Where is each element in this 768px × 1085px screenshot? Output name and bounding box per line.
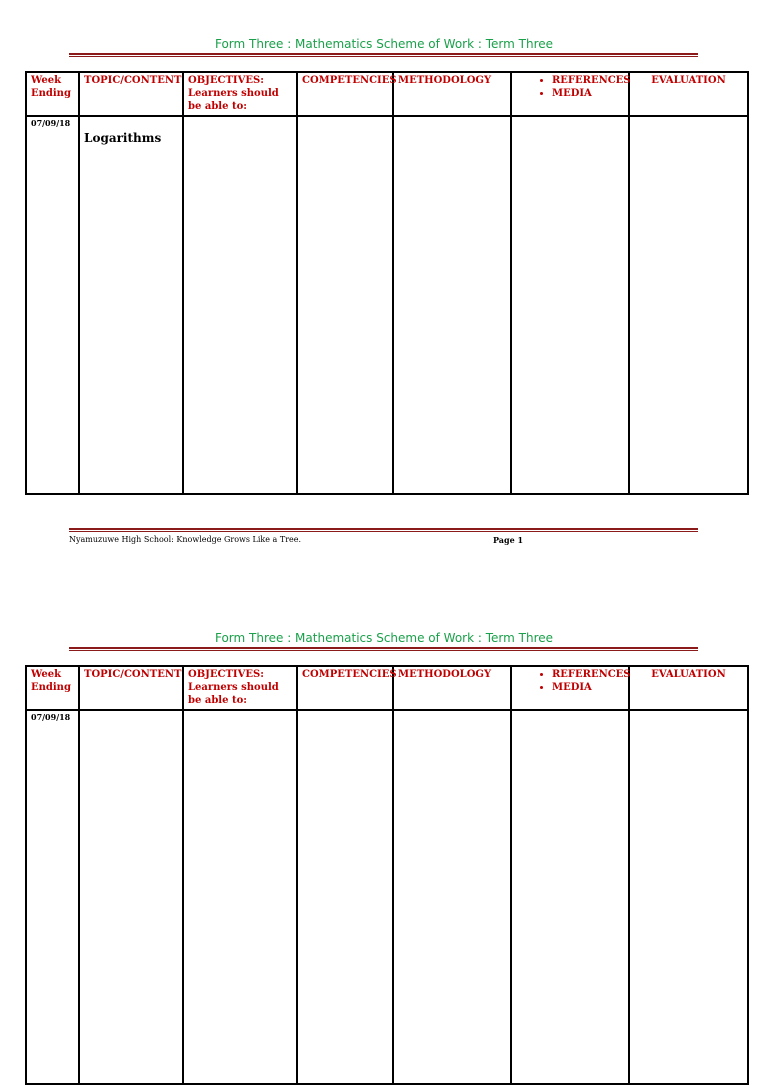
week-ending-cell: 07/09/18 — [26, 116, 79, 494]
title-rule — [69, 647, 698, 651]
header-competencies: COMPETENCIES — [297, 666, 393, 710]
scheme-table — [25, 71, 749, 495]
evaluation-cell — [629, 116, 748, 494]
methodology-cell — [393, 116, 511, 494]
references-cell — [511, 116, 629, 494]
header-references-media — [511, 72, 629, 116]
table-row — [26, 710, 748, 1084]
header-objectives: OBJECTIVES: Learners should be able to: — [183, 666, 297, 710]
header-media: • MEDIA — [552, 87, 624, 100]
header-objectives: OBJECTIVES: Learners should be able to: — [183, 72, 297, 116]
page-footer — [69, 535, 698, 544]
header-methodology: METHODOLOGY — [393, 666, 511, 710]
footer-text: Nyamuzuwe High School: Knowledge Grows Like a Tree. — [69, 535, 302, 544]
header-topic: TOPIC/CONTENT — [79, 72, 183, 116]
topic-cell — [79, 710, 183, 1084]
topic-text: Logarithms — [84, 131, 162, 145]
competencies-cell — [297, 116, 393, 494]
header-row — [26, 72, 748, 116]
header-week-ending: Week Ending — [26, 666, 79, 710]
header-methodology: METHODOLOGY — [393, 72, 511, 116]
table-row — [26, 116, 748, 494]
header-topic: TOPIC/CONTENT — [79, 666, 183, 710]
week-ending-cell: 07/09/18 — [26, 710, 79, 1084]
header-evaluation: EVALUATION — [629, 666, 748, 710]
topic-cell — [79, 116, 183, 494]
references-cell — [511, 710, 629, 1084]
page-title: Form Three : Mathematics Scheme of Work : Term Three — [214, 37, 554, 51]
header-week-ending: Week Ending — [26, 72, 79, 116]
title-rule — [69, 53, 698, 57]
header-references: • REFERENCES — [552, 74, 624, 87]
header-evaluation: EVALUATION — [629, 72, 748, 116]
objectives-cell — [183, 116, 297, 494]
page-title: Form Three : Mathematics Scheme of Work : Term Three — [214, 631, 554, 645]
scheme-table — [25, 665, 749, 1085]
header-competencies: COMPETENCIES — [297, 72, 393, 116]
header-references: • REFERENCES — [552, 668, 624, 681]
competencies-cell — [297, 710, 393, 1084]
header-references-media — [511, 666, 629, 710]
header-media: • MEDIA — [552, 681, 624, 694]
header-row — [26, 666, 748, 710]
page-number: Page 1 — [493, 535, 524, 545]
evaluation-cell — [629, 710, 748, 1084]
footer-rule — [69, 528, 698, 532]
methodology-cell — [393, 710, 511, 1084]
objectives-cell — [183, 710, 297, 1084]
